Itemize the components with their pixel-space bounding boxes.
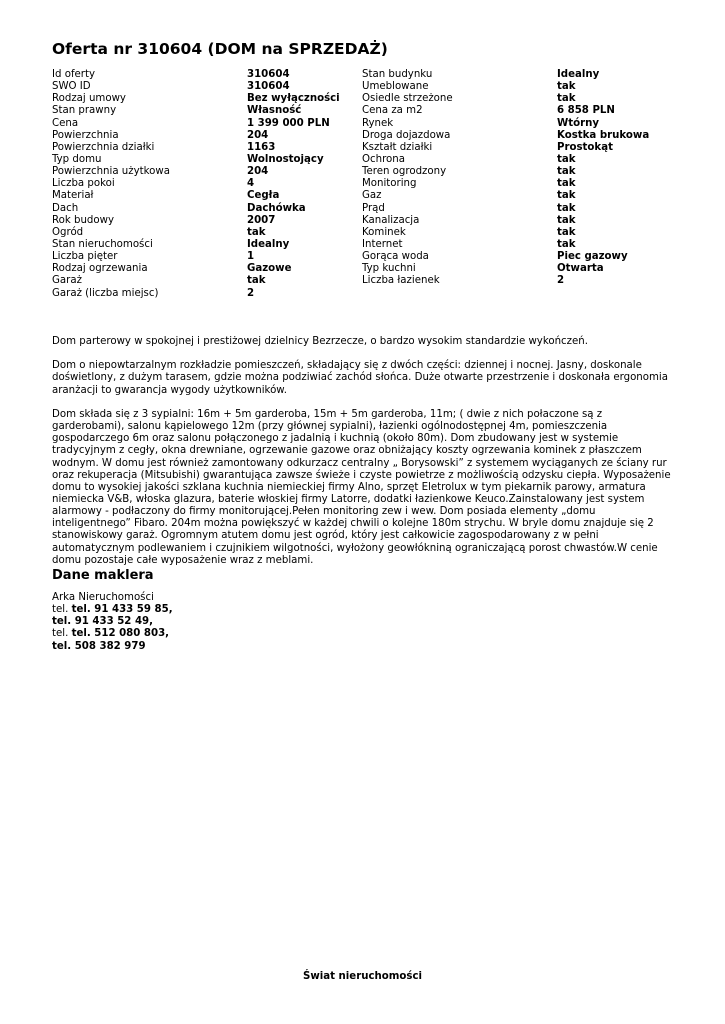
property-label: Gorąca woda: [362, 251, 429, 263]
property-value: 1163: [247, 141, 276, 153]
description-paragraph: Dom składa się z 3 sypialni: 16m + 5m garderoba, 15m + 5m garderoba, 11m; ( dwie z nich połaczone są z garderobami), salonu kąpielowego 12m (przy głównej sypialni), łazienki ogólnodostępnej 4m, pomieszczenia gospodarczego 6m oraz salonu połączonego z jadalnią i kuchnią (około 80m). Dom zbudowany jest w systemie tradycyjnym z cegły, okna drewniane, ogrzewanie gazowe oraz obniżający koszty ogrzewania kominek z płaszczem wodnym. W domu jest również zamontowany odkurzacz centralny „ Borysowski” z systemem wyciąganych ze ściany rur oraz rekuperacja (Mitsubishi) gwarantująca zawsze świeże i czyste powietrze z możliwością odzysku ciepła. Wyposażenie domu to wysokiej jakości szklana kuchnia niemieckiej firmy Alno, sprzęt Eletrolux w tym piekarnik parowy, armatura niemiecka V&B, włoska glazura, baterie włoskiej firmy Latorre, dodatki łazienkowe Keuco.Zainstalowany jest system alarmowy - podłaczony do firmy monitorującej.Pełen monitoring zew i wew. Dom posiada elementy „domu inteligentnego” Fibaro. 204m można powiększyć w każdej chwili o kolejne 180m strychu. W bryle domu znajduje się 2 stanowiskowy garaż. Ogromnym atutem domu jest ogród, który jest całkowicie zagospodarowany z w pełni automatycznym podlewaniem i czujnikiem wilgotności, wyłożony geowłókniną ograniczającą porost chwastów.W cenie domu pozostaje całe wyposażenie wraz z meblami.: [52, 408, 671, 566]
property-row: [52, 118, 649, 130]
property-label: Teren ogrodzony: [362, 166, 447, 178]
broker-phone-line: [52, 641, 173, 653]
property-label: Liczba łazienek: [362, 275, 440, 287]
phone-number: tel. 512 080 803,: [71, 628, 170, 640]
property-label: Stan budynku: [362, 69, 433, 80]
property-value: tak: [557, 190, 576, 202]
property-value: 4: [247, 178, 255, 190]
property-value: 2007: [247, 214, 276, 226]
property-label: Kominek: [362, 226, 406, 238]
property-label: Powierzchnia działki: [52, 141, 155, 153]
property-label: Ogród: [52, 226, 84, 238]
property-label: Cena: [52, 117, 79, 129]
property-label: Stan prawny: [52, 105, 117, 117]
broker-phone-line: [52, 628, 173, 640]
offer-description: [52, 336, 676, 579]
property-label: Kształt działki: [362, 141, 433, 153]
property-value: 2: [247, 287, 255, 299]
property-value: tak: [557, 81, 576, 93]
property-label: Ochrona: [362, 153, 405, 165]
property-label: Typ domu: [52, 153, 102, 165]
property-label: Prąd: [362, 202, 385, 214]
property-row: [52, 178, 649, 190]
broker-heading: Dane maklera: [52, 568, 154, 583]
property-row: [52, 93, 649, 105]
property-label: Garaż (liczba miejsc): [52, 287, 159, 299]
property-value: 310604: [247, 69, 290, 80]
property-label: Rodzaj ogrzewania: [52, 263, 148, 275]
property-row: [52, 69, 649, 81]
property-value: Dachówka: [247, 202, 306, 214]
property-row: [52, 105, 649, 117]
description-paragraph: Dom parterowy w spokojnej i prestiżowej dzielnicy Bezrzecze, o bardzo wysokim standardzie wykończeń.: [52, 336, 588, 347]
property-value: 1: [247, 251, 255, 263]
property-value: 204: [247, 166, 269, 178]
phone-prefix: tel.: [52, 604, 72, 616]
property-label: Internet: [362, 238, 403, 250]
property-value: Piec gazowy: [557, 251, 628, 263]
property-row: [52, 203, 649, 215]
property-row: [52, 215, 649, 227]
phone-prefix: tel.: [52, 628, 72, 640]
property-value: Bez wyłączności: [247, 93, 340, 105]
phone-number: tel. 508 382 979: [52, 640, 146, 652]
property-value: tak: [557, 226, 576, 238]
property-row: [52, 154, 649, 166]
property-value: Idealny: [557, 69, 600, 80]
property-label: Materiał: [52, 190, 94, 202]
property-label: Typ kuchni: [362, 263, 416, 275]
property-label: Umeblowane: [362, 81, 429, 93]
property-label: Powierzchnia użytkowa: [52, 166, 170, 178]
property-label: Gaz: [362, 190, 382, 202]
property-value: 2: [557, 275, 565, 287]
property-value: Idealny: [247, 238, 290, 250]
broker-company: Arka Nieruchomości: [52, 592, 154, 603]
property-label: Liczba pokoi: [52, 178, 115, 190]
property-label: Garaż: [52, 275, 82, 287]
property-row: [52, 190, 649, 202]
property-value: Gazowe: [247, 263, 292, 275]
property-label: Rynek: [362, 117, 394, 129]
property-value: 6 858 PLN: [557, 105, 615, 117]
property-value: tak: [557, 166, 576, 178]
property-label: Cena za m2: [362, 105, 423, 117]
property-value: 310604: [247, 81, 290, 93]
footer-brand: Świat nieruchomości: [303, 971, 422, 982]
page-title: Oferta nr 310604 (DOM na SPRZEDAŻ): [52, 40, 388, 58]
property-value: Cegła: [247, 190, 280, 202]
property-label: Id oferty: [52, 69, 96, 80]
property-value: tak: [557, 153, 576, 165]
property-value: Wolnostojący: [247, 153, 324, 165]
property-label: Osiedle strzeżone: [362, 93, 453, 105]
property-row: [52, 263, 649, 275]
property-value: tak: [557, 93, 576, 105]
property-row: [52, 251, 649, 263]
property-label: Rodzaj umowy: [52, 93, 126, 105]
property-value: 204: [247, 129, 269, 141]
property-value: tak: [247, 226, 266, 238]
description-paragraph: Dom o niepowtarzalnym rozkładzie pomieszczeń, składający się z dwóch części: dziennej i nocnej. Jasny, doskonale doświetlony, z dużym tarasem, gdzie można podziwiać zachód słońca. Duże otwarte przestrzenie i doskonała ergonomia aranżacji to gwarancja wygody użytkowników.: [52, 360, 668, 396]
property-label: Powierzchnia: [52, 129, 119, 141]
properties-table: [52, 69, 649, 300]
property-label: Liczba pięter: [52, 251, 118, 263]
property-value: Własność: [247, 105, 302, 117]
property-value: 1 399 000 PLN: [247, 117, 330, 129]
property-row: [52, 142, 649, 154]
property-value: tak: [557, 202, 576, 214]
property-value: Kostka brukowa: [557, 129, 650, 141]
property-label: Monitoring: [362, 178, 417, 190]
property-label: Kanalizacja: [362, 214, 420, 226]
broker-phone-line: [52, 616, 173, 628]
property-label: [362, 288, 557, 300]
property-label: Dach: [52, 202, 79, 214]
property-value: tak: [557, 238, 576, 250]
property-row: [52, 81, 649, 93]
property-row: [52, 130, 649, 142]
property-label: Rok budowy: [52, 214, 114, 226]
broker-details: [52, 592, 173, 653]
property-label: Stan nieruchomości: [52, 238, 153, 250]
phone-number: tel. 91 433 52 49,: [52, 616, 153, 628]
property-value: Otwarta: [557, 263, 604, 275]
property-row: [52, 288, 649, 300]
property-row: [52, 227, 649, 239]
property-row: [52, 275, 649, 287]
property-value: Prostokąt: [557, 141, 613, 153]
property-label: Droga dojazdowa: [362, 129, 451, 141]
property-row: [52, 239, 649, 251]
property-value: Wtórny: [557, 117, 600, 129]
phone-number: tel. 91 433 59 85,: [71, 604, 173, 616]
property-row: [52, 166, 649, 178]
broker-phone-line: [52, 604, 173, 616]
property-label: SWO ID: [52, 81, 91, 93]
property-value: tak: [557, 178, 576, 190]
property-value: tak: [557, 214, 576, 226]
property-value: tak: [247, 275, 266, 287]
